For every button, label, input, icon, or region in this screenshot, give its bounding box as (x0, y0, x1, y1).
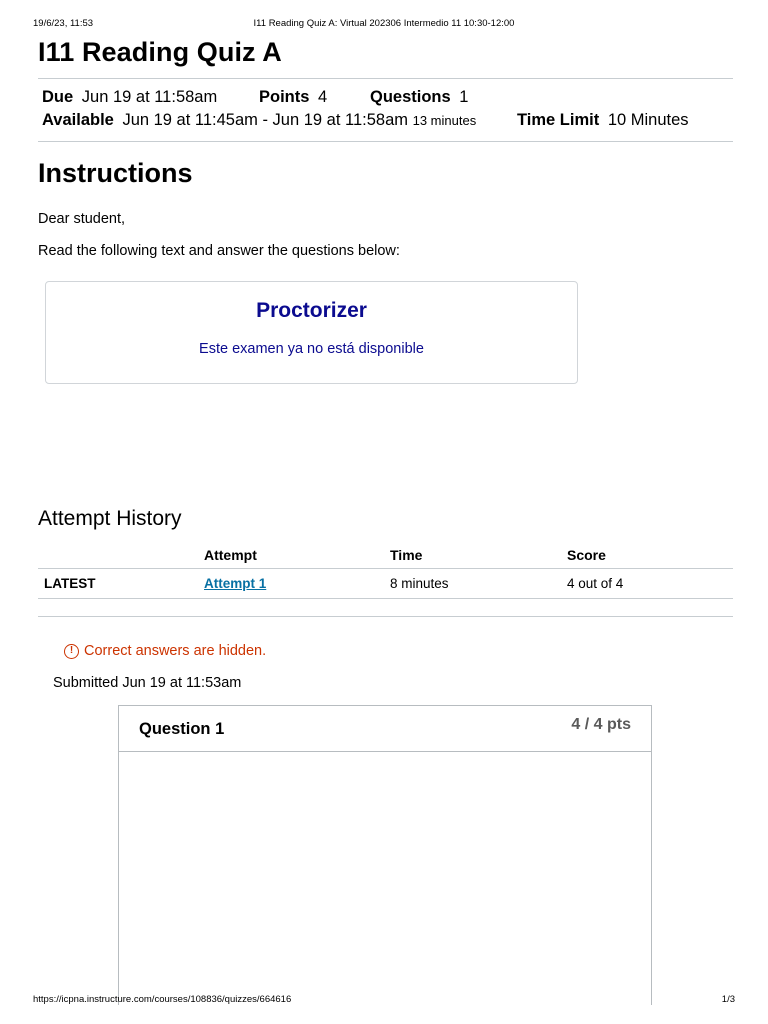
column-header-time: Time (390, 547, 423, 563)
questions-value: 1 (459, 88, 469, 106)
instructions-greeting: Dear student, (38, 211, 126, 227)
print-header (33, 18, 735, 30)
time-limit-detail (517, 111, 689, 130)
print-footer (33, 994, 735, 1006)
instructions-body: Read the following text and answer the questions below: (38, 243, 400, 259)
hidden-notice-text: Correct answers are hidden. (84, 643, 267, 659)
due-value: Jun 19 at 11:58am (81, 88, 218, 106)
questions-detail (370, 88, 468, 107)
time-limit-label: Time Limit (517, 111, 600, 129)
attempt-history-heading: Attempt History (38, 507, 182, 530)
available-duration: 13 minutes (412, 113, 477, 128)
question-points: 4 / 4 pts (571, 716, 631, 733)
points-value: 4 (318, 88, 328, 106)
table-row (38, 569, 733, 599)
print-page-title: I11 Reading Quiz A: Virtual 202306 Intermedio 11 10:30-12:00 (253, 18, 515, 29)
table-header-row (38, 541, 733, 569)
row-label-latest: LATEST (44, 576, 96, 591)
submitted-timestamp: Submitted Jun 19 at 11:53am (53, 675, 242, 691)
questions-label: Questions (370, 88, 451, 106)
warning-circle-icon: ! (64, 644, 79, 659)
correct-answers-hidden-notice (64, 643, 266, 659)
available-label: Available (42, 111, 114, 129)
available-detail (42, 111, 476, 130)
question-card (118, 705, 652, 1005)
print-page-number: 1/3 (721, 994, 735, 1005)
quiz-title: I11 Reading Quiz A (38, 37, 282, 67)
points-label: Points (259, 88, 310, 106)
divider (38, 78, 733, 79)
divider (38, 141, 733, 142)
time-limit-value: 10 Minutes (607, 111, 689, 129)
proctorizer-panel (45, 281, 578, 384)
proctorizer-title: Proctorizer (256, 299, 367, 322)
column-header-attempt: Attempt (204, 547, 257, 563)
column-header-score: Score (567, 547, 606, 563)
print-datetime: 19/6/23, 11:53 (33, 18, 94, 29)
attempt-history-table (38, 541, 733, 599)
due-detail (42, 88, 217, 107)
instructions-heading: Instructions (38, 158, 193, 188)
proctorizer-message: Este examen ya no está disponible (199, 341, 424, 357)
question-title: Question 1 (139, 720, 225, 738)
question-header (119, 706, 651, 752)
attempt-time: 8 minutes (390, 576, 449, 591)
points-detail (259, 88, 327, 107)
due-label: Due (42, 88, 74, 106)
table-divider (38, 598, 733, 599)
attempt-1-link[interactable]: Attempt 1 (204, 576, 267, 591)
available-value: Jun 19 at 11:45am - Jun 19 at 11:58am (122, 111, 409, 129)
print-url: https://icpna.instructure.com/courses/108836/quizzes/664616 (33, 994, 292, 1005)
divider (38, 616, 733, 617)
attempt-score: 4 out of 4 (567, 576, 624, 591)
